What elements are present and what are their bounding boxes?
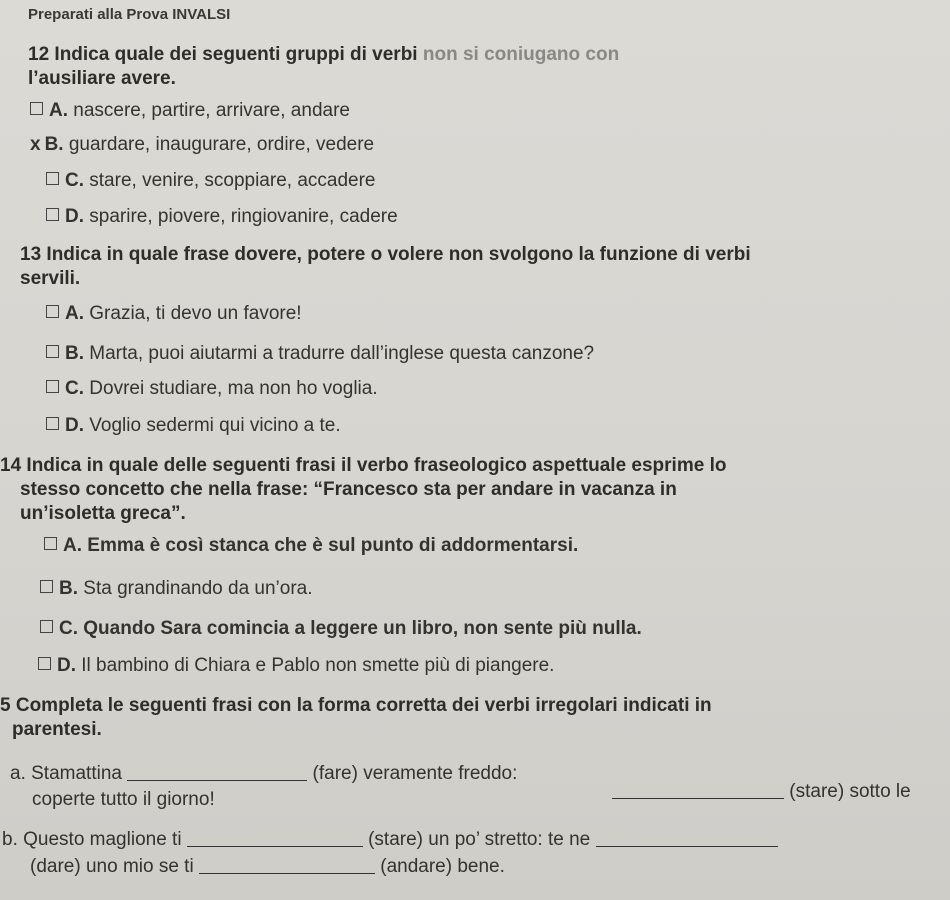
checkbox[interactable] — [30, 102, 43, 115]
q12-option-d[interactable]: D. sparire, piovere, ringiovanire, cadere — [46, 205, 398, 229]
checkbox[interactable] — [44, 537, 57, 550]
q15-sentence-b-line1: b. Questo maglione ti (stare) un po’ stretto: te ne — [2, 828, 778, 852]
q14-option-b[interactable]: B. Sta grandinando da un’ora. — [40, 577, 313, 601]
checkbox[interactable] — [38, 657, 51, 670]
checkbox[interactable] — [46, 380, 59, 393]
q15-sentence-a-blank-2: (stare) sotto le — [612, 780, 911, 804]
selected-mark: x — [30, 134, 41, 155]
q13-option-b[interactable]: B. Marta, puoi aiutarmi a tradurre dall’inglese questa canzone? — [46, 342, 594, 366]
q14-option-c[interactable]: C. Quando Sara comincia a leggere un libro, non sente più nulla. — [40, 617, 642, 641]
q13-option-d[interactable]: D. Voglio sedermi qui vicino a te. — [46, 414, 341, 438]
checkbox[interactable] — [40, 620, 53, 633]
blank-field[interactable] — [187, 846, 363, 847]
question-12-title: 12 Indica quale dei seguenti gruppi di verbi non si coniugano con l’ausiliare avere. — [28, 44, 620, 89]
q15-sentence-a-line2: coperte tutto il giorno! — [32, 789, 215, 810]
q14-option-d[interactable]: D. Il bambino di Chiara e Pablo non smette più di piangere. — [38, 654, 554, 678]
checkbox[interactable] — [46, 172, 59, 185]
page-header: Preparati alla Prova INVALSI — [28, 6, 231, 23]
question-14-title: 14 Indica in quale delle seguenti frasi il verbo fraseologico aspettuale esprime lo stesso concetto che nella frase: “Francesco sta per andare in vacanza in un’isoletta greca”. — [0, 455, 727, 524]
checkbox[interactable] — [40, 580, 53, 593]
blank-field[interactable] — [199, 873, 375, 874]
blank-field[interactable] — [127, 780, 307, 781]
q13-option-a[interactable]: A. Grazia, ti devo un favore! — [46, 302, 302, 326]
q12-option-c[interactable]: C. stare, venire, scoppiare, accadere — [46, 169, 376, 193]
blank-field[interactable] — [612, 798, 784, 799]
q15-sentence-a-line1: a. Stamattina (fare) veramente freddo: — [10, 763, 518, 784]
checkbox[interactable] — [46, 345, 59, 358]
question-15-title: 5 Completa le seguenti frasi con la forma corretta dei verbi irregolari indicati in parentesi. — [0, 695, 712, 740]
checkbox[interactable] — [46, 417, 59, 430]
q13-option-c[interactable]: C. Dovrei studiare, ma non ho voglia. — [46, 377, 378, 401]
checkbox[interactable] — [46, 305, 59, 318]
q15-sentence-b-line2: (dare) uno mio se ti (andare) bene. — [30, 856, 505, 877]
q12-option-b[interactable]: x B. guardare, inaugurare, ordire, vedere — [30, 134, 375, 155]
question-13-title: 13 Indica in quale frase dovere, potere o volere non svolgono la funzione di verbi servili. — [20, 244, 751, 289]
q14-option-a[interactable]: A. Emma è così stanca che è sul punto di addormentarsi. — [44, 534, 578, 558]
q12-option-a[interactable]: A. nascere, partire, arrivare, andare — [30, 99, 350, 123]
checkbox[interactable] — [46, 208, 59, 221]
blank-field[interactable] — [596, 846, 778, 847]
